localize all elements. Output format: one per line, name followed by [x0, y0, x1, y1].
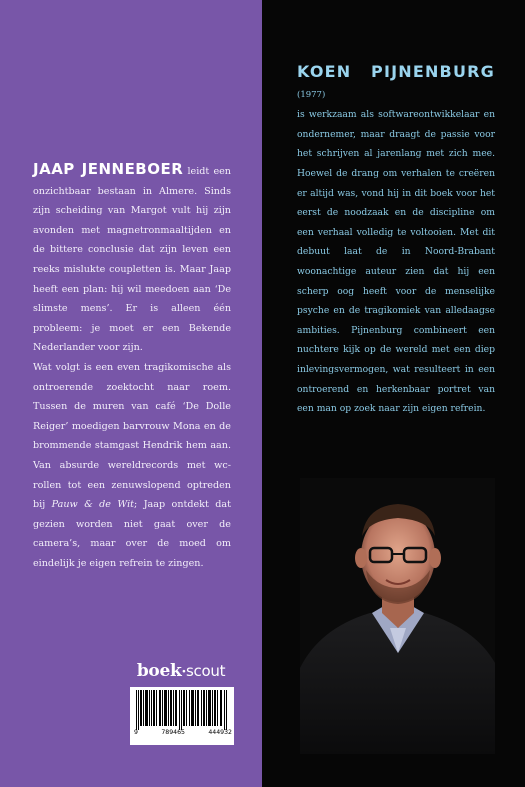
- left-panel: [0, 0, 262, 787]
- isbn-part-1: 9: [134, 729, 138, 736]
- synopsis-paragraph-2-end: ; Jaap ontdekt dat gezien worden niet gaat over de camera’s, maar over de moed om eindelijk je eigen refrein te zingen.: [33, 499, 231, 569]
- publisher-logo-dot: ·: [181, 664, 187, 680]
- tv-show-title: Pauw & de Wit: [51, 499, 135, 511]
- publisher-logo-part-2: scout: [186, 662, 226, 680]
- author-birth-year: (1977): [297, 89, 326, 100]
- author-bio-text: is werkzaam als softwareontwikkelaar en ondernemer, maar draagt de passie voor het schrijven al jarenlang met zich mee. Hoewel de drang om verhalen te creëren er altijd was, vond hij in dit boek voor het eerst de noodzaak en de discipline om een verhaal volledig te voltooien. Met dit debuut laat de in Noord-Brabant woonachtige auteur zien dat hij een scherp oog heeft voor de menselijke psyche en de tragikomiek van alledaagse ambities. Pijnenburg combineert een nuchtere kijk op de wereld met een diep inlevingsvermogen, wat resulteert in een ontroerend en herkenbaar portret van een man op zoek naar zijn eigen refrein.: [297, 109, 495, 415]
- publisher-logo: [131, 661, 231, 683]
- synopsis: [33, 160, 231, 573]
- publisher-logo-part-1: boek: [136, 661, 182, 681]
- synopsis-paragraph-1-text: leidt een onzichtbaar bestaan in Almere. Sinds zijn scheiding van Margot vult hij zijn avonden met magnetronmaaltijden en de bittere conclusie dat zijn leven een reeks mislukte coupletten is. Maar Jaap heeft een plan: hij wil meedoen aan ‘De slimste mens’. Er is alleen één probleem: je moet er een Bekende Nederlander voor zijn.: [33, 166, 231, 354]
- protagonist-name: JAAP JENNEBOER: [33, 160, 184, 178]
- synopsis-paragraph-2-text: Wat volgt is een even tragikomische als ontroerende zoektocht naar roem. Tussen de muren van café ‘De Dolle Reiger’ moedigen barvrouw Mona en de brommende stamgast Hendrik hem aan. Van absurde wereldrecords met wc-rollen tot een zenuwslopend optreden bij: [33, 361, 231, 511]
- isbn-part-3: 444932: [208, 729, 232, 736]
- isbn-number: [134, 729, 232, 736]
- author-name: KOEN PIJNENBURG: [297, 62, 495, 81]
- author-photo: [300, 478, 495, 754]
- synopsis-paragraph-2: [33, 358, 231, 574]
- author-portrait-image: [300, 478, 495, 754]
- barcode-bars: [136, 690, 228, 730]
- synopsis-paragraph-1: [33, 160, 231, 358]
- isbn-part-2: 789465: [161, 729, 185, 736]
- author-bio: [297, 62, 495, 419]
- isbn-barcode: [130, 687, 234, 745]
